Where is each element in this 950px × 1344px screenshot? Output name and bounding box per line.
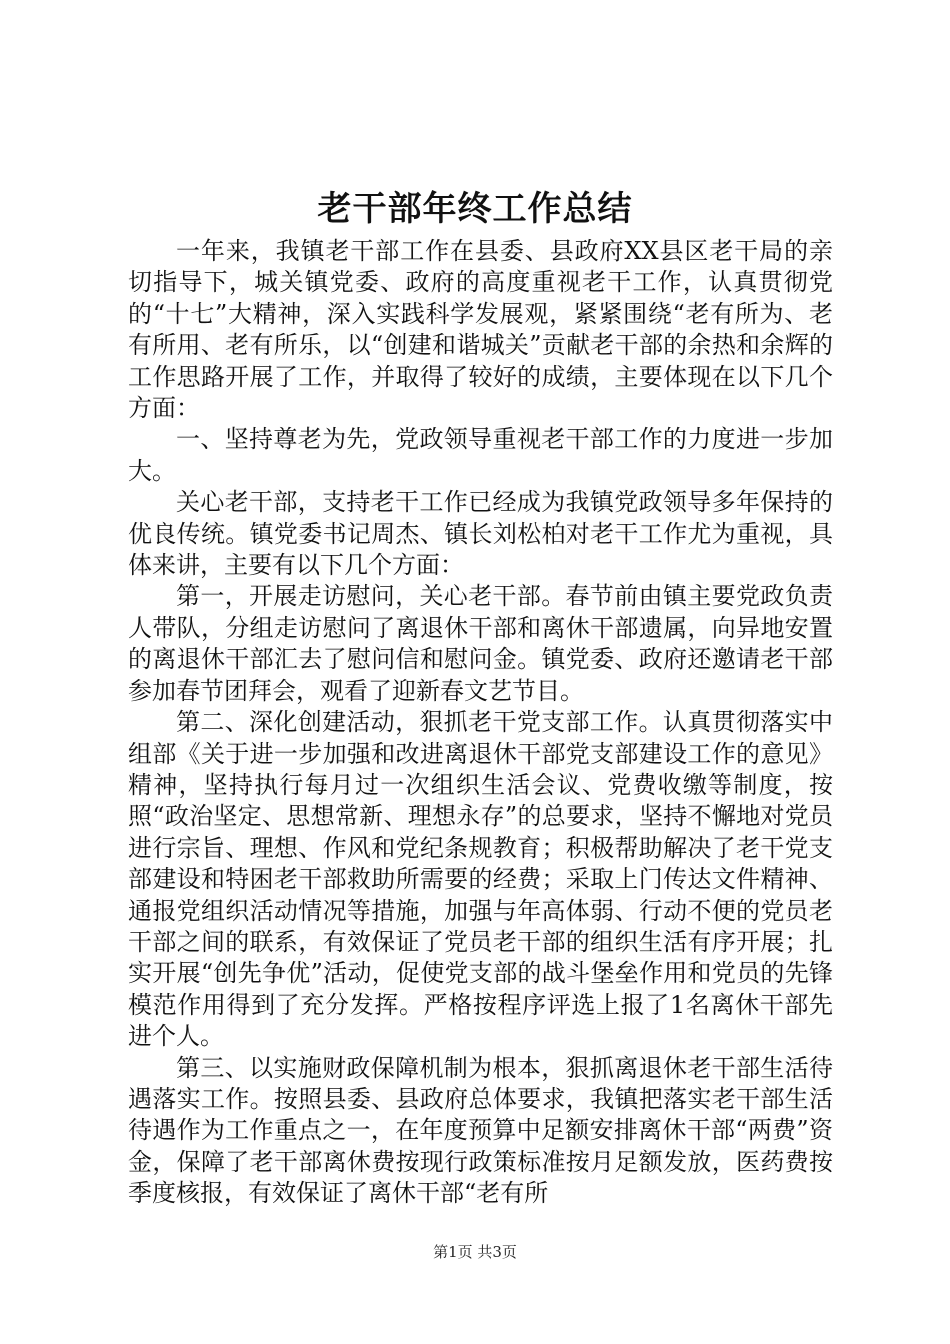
- document-title: 老干部年终工作总结: [317, 189, 633, 229]
- paragraph-second: 第二、深化创建活动，狠抓老干党支部工作。认真贯彻落实中组部《关于进一步加强和改进离退休干部党支部建设工作的意见》精神，坚持执行每月过一次组织生活会议、党费收缴等制度，按照“政治坚定、思想常新、理想永存”的总要求，坚持不懈地对党员进行宗旨、理想、作风和党纪条规教育；积极帮助解决了老干党支部建设和特困老干部救助所需要的经费；采取上门传达文件精神、通报党组织活动情况等措施，加强与年高体弱、行动不便的党员老干部之间的联系，有效保证了党员老干部的组织生活有序开展；扎实开展“创先争优”活动，促使党支部的战斗堡垒作用和党员的先锋模范作用得到了充分发挥。严格按程序评选上报了1名离休干部先进个人。: [128, 708, 833, 1051]
- paragraph-third: 第三、以实施财政保障机制为根本，狠抓离退休老干部生活待遇落实工作。按照县委、县政府总体要求，我镇把落实老干部生活待遇作为工作重点之一，在年度预算中足额安排离休干部“两费”资金，保障了老干部离休费按现行政策标准按月足额发放，医药费按季度核报，有效保证了离休干部“老有所: [128, 1053, 833, 1208]
- page-number-footer: 第1页 共3页: [433, 1243, 517, 1261]
- document-body: [128, 236, 833, 1210]
- paragraph-section-heading: 一、坚持尊老为先，党政领导重视老干部工作的力度进一步加大。: [128, 425, 833, 485]
- paragraph-care: 关心老干部，支持老干工作已经成为我镇党政领导多年保持的优良传统。镇党委书记周杰、镇长刘松柏对老干工作尤为重视，具体来讲，主要有以下几个方面：: [128, 488, 833, 580]
- paragraph-first: 第一，开展走访慰问，关心老干部。春节前由镇主要党政负责人带队，分组走访慰问了离退休干部和离休干部遗属，向异地安置的离退休干部汇去了慰问信和慰问金。镇党委、政府还邀请老干部参加春节团拜会，观看了迎新春文艺节目。: [128, 582, 833, 705]
- paragraph-intro: 一年来，我镇老干部工作在县委、县政府XX县区老干局的亲切指导下，城关镇党委、政府的高度重视老干工作，认真贯彻党的“十七”大精神，深入实践科学发展观，紧紧围绕“老有所为、老有所用、老有所乐，以“创建和谐城关”贡献老干部的余热和余辉的工作思路开展了工作，并取得了较好的成绩，主要体现在以下几个方面：: [128, 237, 833, 423]
